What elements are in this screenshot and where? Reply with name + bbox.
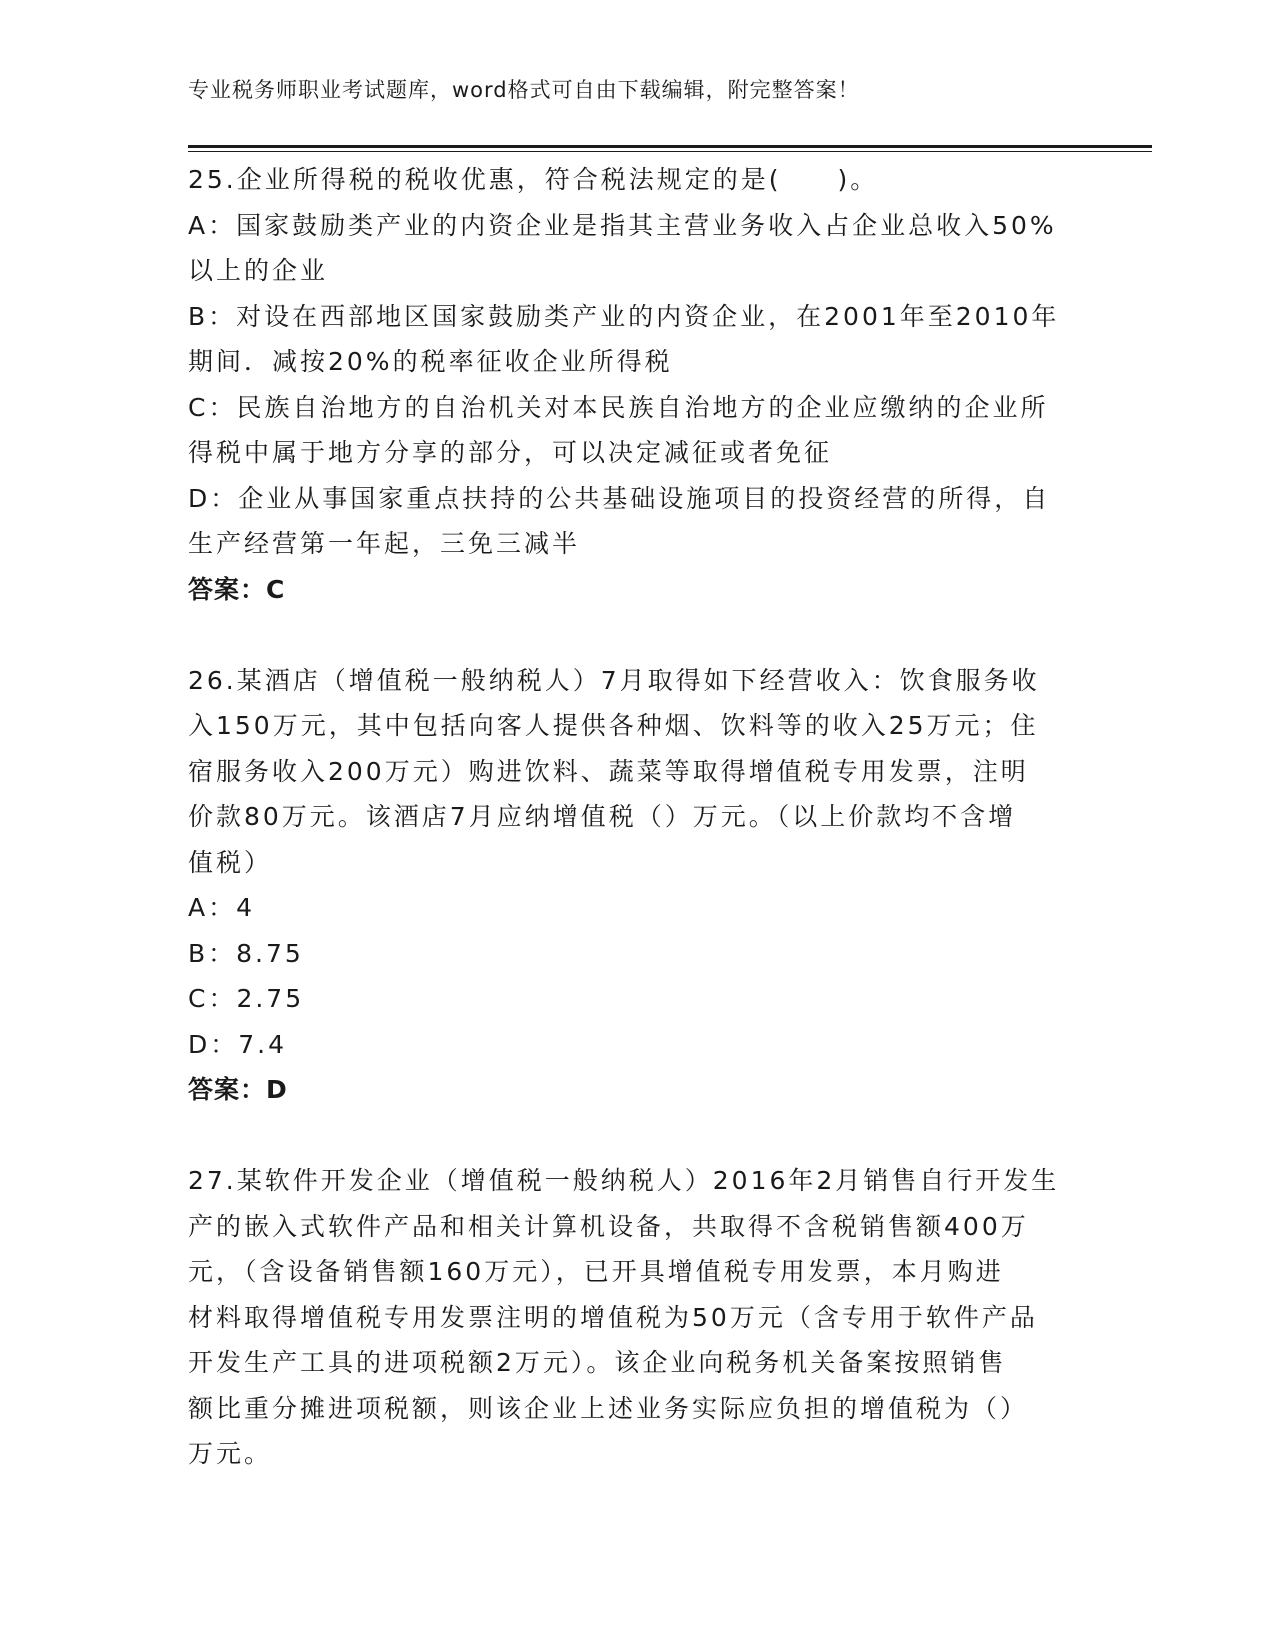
option-line: C：2.75: [188, 984, 305, 1013]
option-line: A：国家鼓励类产业的内资企业是指其主营业务收入占企业总收入50%: [188, 210, 1057, 240]
option-line: D：企业从事国家重点扶持的公共基础设施项目的投资经营的所得，自: [188, 483, 1051, 513]
header-rule-thin: [188, 151, 1152, 152]
question-line: 开发生产工具的进项税额2万元）。该企业向税务机关备案按照销售: [188, 1348, 1007, 1377]
question-gap: [188, 1113, 1088, 1159]
option-line: B：对设在西部地区国家鼓励类产业的内资企业，在2001年至2010年: [188, 301, 1060, 331]
question-line: 27.某软件开发企业（增值税一般纳税人）2016年2月销售自行开发生: [188, 1166, 1060, 1195]
question-line: 值税）: [188, 847, 273, 877]
option-line: 期间．减按20%的税率征收企业所得税: [188, 347, 673, 376]
question-26: [188, 658, 1088, 1113]
option-line: C：民族自治地方的自治机关对本民族自治地方的企业应缴纳的企业所: [188, 392, 1049, 422]
question-line: 元，（含设备销售额160万元），已开具增值税专用发票，本月购进: [188, 1257, 1004, 1286]
question-line: 价款80万元。该酒店7月应纳增值税（）万元。（以上价款均不含增: [188, 802, 1017, 831]
question-line: 26.某酒店（增值税一般纳税人）7月取得如下经营收入：饮食服务收: [188, 665, 1040, 695]
option-line: A：4: [188, 893, 256, 922]
question-line: 宿服务收入200万元）购进饮料、蔬菜等取得增值税专用发票，注明: [188, 756, 1029, 786]
question-line: 额比重分摊进项税额，则该企业上述业务实际应负担的增值税为（）: [188, 1393, 1029, 1423]
question-25: [188, 157, 1088, 612]
option-line: B：8.75: [188, 938, 304, 968]
question-line: 产的嵌入式软件产品和相关计算机设备，共取得不含税销售额400万: [188, 1211, 1029, 1241]
question-line: 25.企业所得税的税收优惠，符合税法规定的是( )。: [188, 165, 879, 194]
answer-label: 答案：D: [188, 1075, 288, 1104]
question-27: [188, 1158, 1088, 1477]
question-line: 入150万元，其中包括向客人提供各种烟、饮料等的收入25万元；住: [188, 711, 1039, 740]
question-line: 万元。: [188, 1439, 273, 1468]
option-line: 生产经营第一年起，三免三减半: [188, 529, 581, 558]
answer-label: 答案：C: [188, 574, 286, 604]
option-line: 以上的企业: [188, 256, 329, 285]
header-rule-thick: [188, 145, 1152, 148]
page-header: 专业税务师职业考试题库，word格式可自由下载编辑，附完整答案！: [188, 78, 860, 102]
option-line: D：7.4: [188, 1029, 288, 1059]
question-gap: [188, 612, 1088, 658]
option-line: 得税中属于地方分享的部分，可以决定减征或者免征: [188, 438, 833, 467]
question-line: 材料取得增值税专用发票注明的增值税为50万元（含专用于软件产品: [188, 1302, 1038, 1332]
document-body: [188, 157, 1088, 1477]
